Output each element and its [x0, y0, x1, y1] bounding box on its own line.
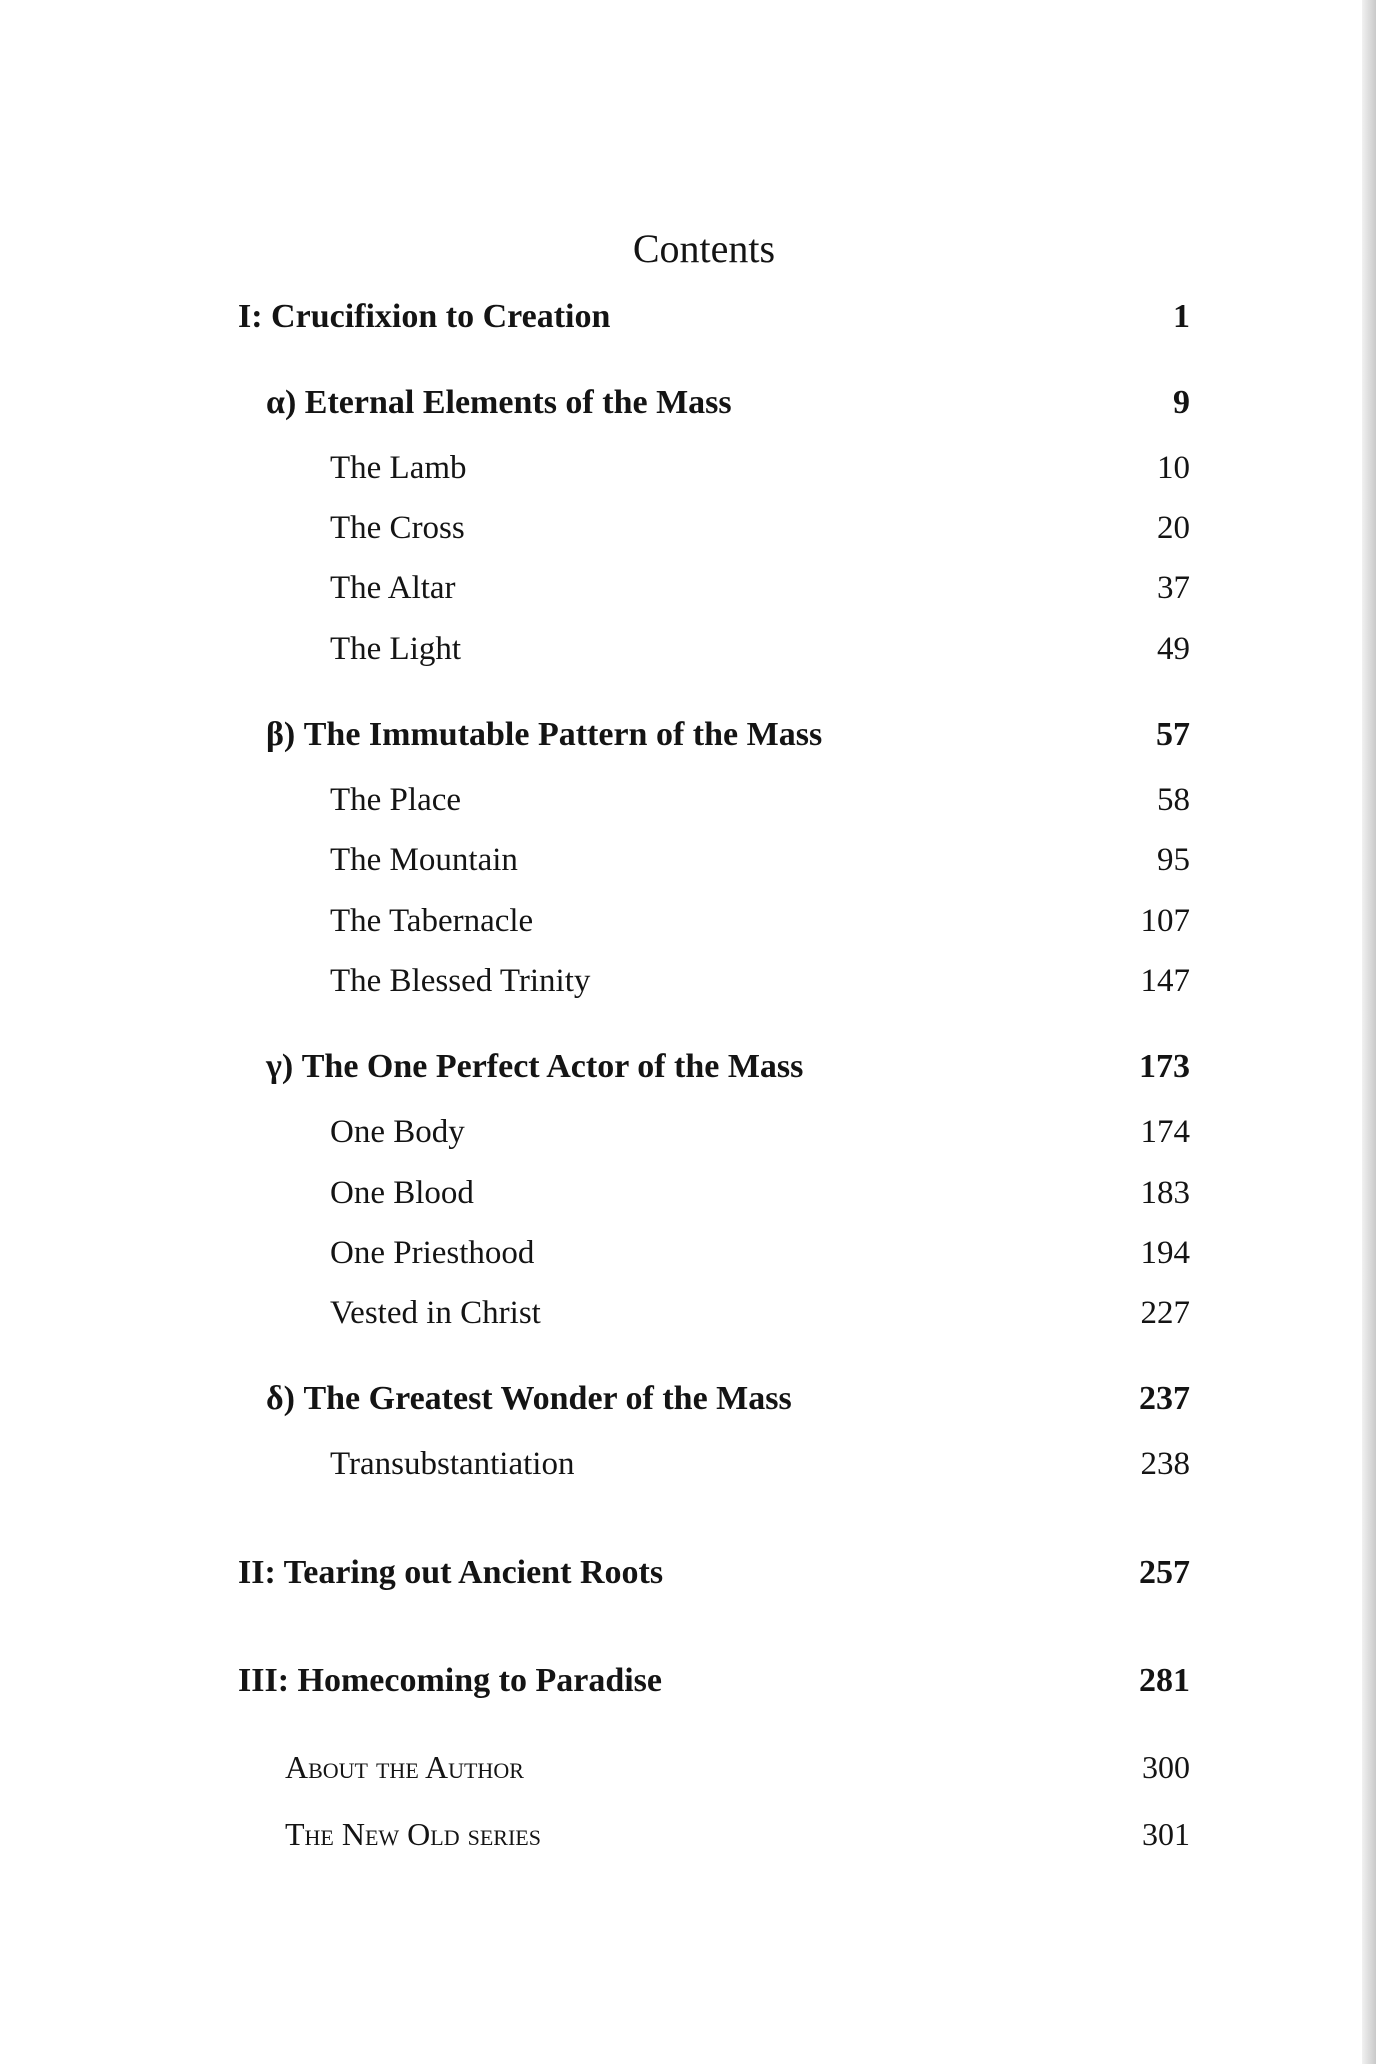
- toc-entry-row[interactable]: [330, 445, 1190, 491]
- toc-entry-title: The Cross: [330, 510, 465, 546]
- toc-entry-title: One Priesthood: [330, 1235, 535, 1271]
- toc-page-number: 301: [1142, 1816, 1190, 1852]
- toc-page-number: 237: [1139, 1380, 1190, 1417]
- toc-page-number: 257: [1139, 1554, 1190, 1591]
- toc-page-number: 174: [1140, 1114, 1190, 1150]
- toc-back-matter-row[interactable]: [285, 1744, 1190, 1790]
- toc-page-number: 300: [1142, 1749, 1190, 1785]
- page-edge-shadow: [1362, 0, 1376, 2064]
- toc-part-row[interactable]: [238, 1549, 1190, 1597]
- toc-page-number: 20: [1157, 510, 1190, 546]
- toc-page-number: 10: [1157, 450, 1190, 486]
- toc-page-number: 57: [1156, 716, 1190, 753]
- toc-part-title: I: Crucifixion to Creation: [238, 298, 611, 335]
- toc-page-number: 1: [1173, 298, 1190, 335]
- toc-entry-row[interactable]: [330, 1441, 1190, 1487]
- toc-entry-title: The Altar: [330, 570, 456, 606]
- toc-entry-title: The Light: [330, 631, 462, 667]
- toc-page-number: 147: [1140, 963, 1190, 999]
- toc-page-number: 281: [1139, 1662, 1190, 1699]
- toc-entry-row[interactable]: [330, 1290, 1190, 1336]
- toc-entry-row[interactable]: [330, 1230, 1190, 1276]
- toc-back-matter-title: About the Author: [285, 1749, 524, 1785]
- toc-page-number: 227: [1140, 1295, 1190, 1331]
- toc-entry-row[interactable]: [330, 958, 1190, 1004]
- toc-page-number: 183: [1140, 1175, 1190, 1211]
- toc-entry-row[interactable]: [330, 1170, 1190, 1216]
- toc-section-row[interactable]: [266, 379, 1190, 427]
- toc-entry-row[interactable]: [330, 898, 1190, 944]
- toc-section-title: γ) The One Perfect Actor of the Mass: [266, 1048, 804, 1085]
- toc-entry-row[interactable]: [330, 505, 1190, 551]
- toc-section-row[interactable]: [266, 711, 1190, 759]
- toc-entry-title: The Blessed Trinity: [330, 963, 591, 999]
- toc-page-number: 95: [1157, 842, 1190, 878]
- toc-section-title: δ) The Greatest Wonder of the Mass: [266, 1380, 792, 1417]
- toc-entry-title: The Place: [330, 782, 462, 818]
- toc-section-title: β) The Immutable Pattern of the Mass: [266, 716, 823, 753]
- toc-page-number: 194: [1140, 1235, 1190, 1271]
- toc-page-number: 107: [1140, 903, 1190, 939]
- toc-entry-title: The Tabernacle: [330, 903, 534, 939]
- toc-entry-title: Vested in Christ: [330, 1295, 541, 1331]
- toc-entry-title: One Body: [330, 1114, 465, 1150]
- toc-entry-title: The Lamb: [330, 450, 467, 486]
- toc-page-number: 49: [1157, 631, 1190, 667]
- toc-entry-row[interactable]: [330, 565, 1190, 611]
- toc-entry-title: The Mountain: [330, 842, 518, 878]
- toc-part-row[interactable]: [238, 1657, 1190, 1705]
- toc-page-number: 58: [1157, 782, 1190, 818]
- toc-entry-row[interactable]: [330, 837, 1190, 883]
- toc-entry-title: Transubstantiation: [330, 1446, 575, 1482]
- toc-part-row[interactable]: [238, 293, 1190, 341]
- toc-back-matter-title: The New Old series: [285, 1816, 541, 1852]
- toc-entry-row[interactable]: [330, 626, 1190, 672]
- toc-back-matter-row[interactable]: [285, 1811, 1190, 1857]
- toc-section-row[interactable]: [266, 1375, 1190, 1423]
- toc-entry-row[interactable]: [330, 1109, 1190, 1155]
- toc-page-number: 238: [1140, 1446, 1190, 1482]
- toc-page-number: 9: [1173, 384, 1190, 421]
- toc-page-number: 173: [1139, 1048, 1190, 1085]
- toc-entry-title: One Blood: [330, 1175, 474, 1211]
- page-title: Contents: [632, 225, 776, 271]
- toc-page-number: 37: [1157, 570, 1190, 606]
- toc-part-title: II: Tearing out Ancient Roots: [238, 1554, 664, 1591]
- toc-part-title: III: Homecoming to Paradise: [238, 1662, 663, 1699]
- toc-entry-row[interactable]: [330, 777, 1190, 823]
- toc-section-row[interactable]: [266, 1043, 1190, 1091]
- toc-section-title: α) Eternal Elements of the Mass: [266, 384, 732, 421]
